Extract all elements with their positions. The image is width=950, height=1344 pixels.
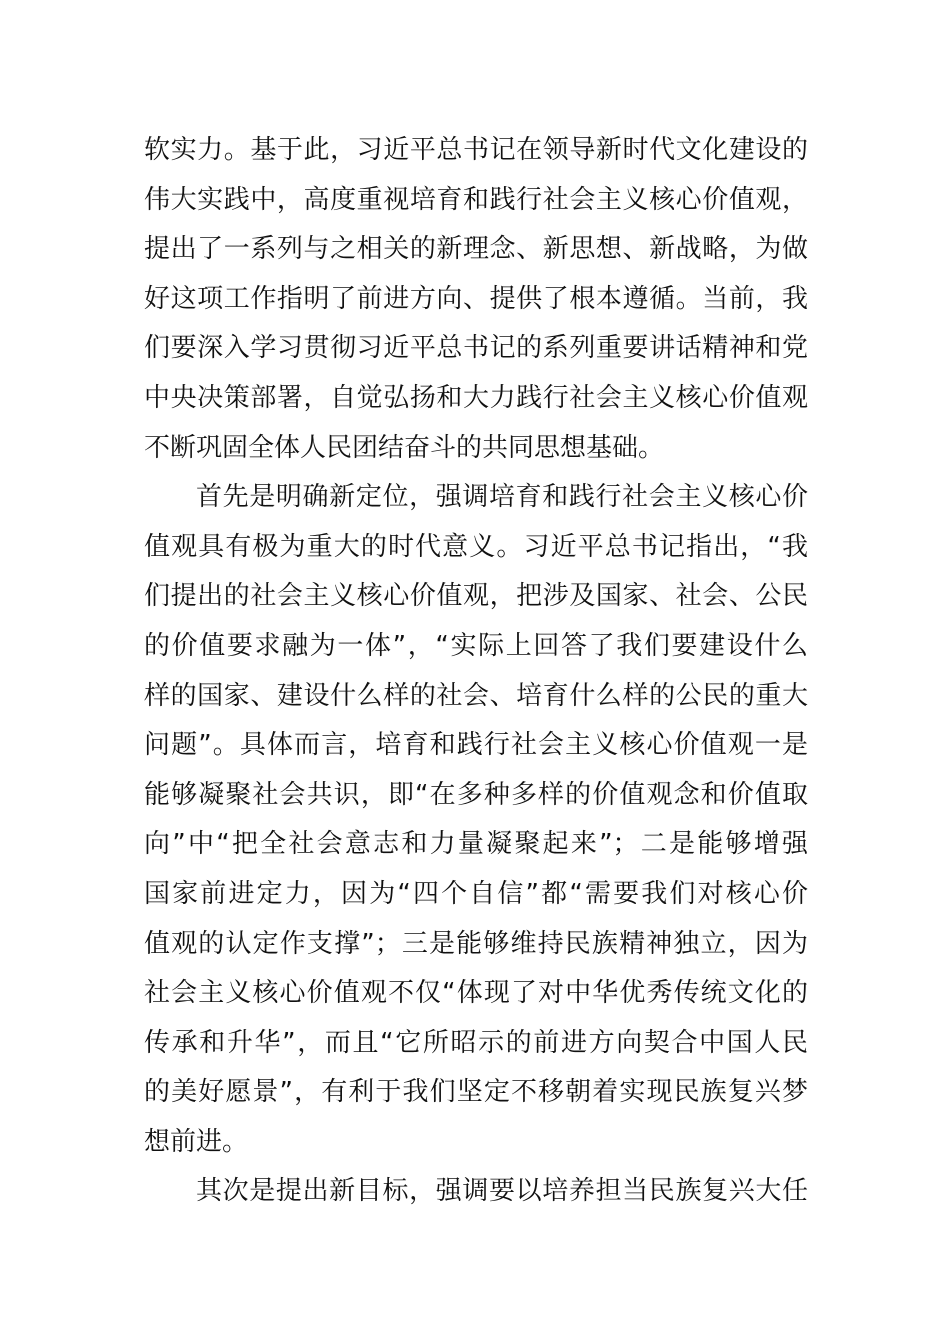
paragraph-2 — [144, 473, 808, 1167]
text-line: 伟大实践中，高度重视培育和践行社会主义核心价值观， — [144, 184, 808, 215]
paragraph-1 — [144, 126, 808, 473]
text-line: 能够凝聚社会共识，即“在多种多样的价值观念和价值取 — [144, 779, 808, 810]
text-line: 的价值要求融为一体”，“实际上回答了我们要建设什么 — [144, 630, 808, 661]
text-line: 向”中“把全社会意志和力量凝聚起来”；二是能够增强 — [144, 829, 808, 860]
text-line: 国家前进定力，因为“四个自信”都“需要我们对核心价 — [144, 878, 808, 909]
text-line: 提出了一系列与之相关的新理念、新思想、新战略，为做 — [144, 234, 808, 265]
text-line: 们要深入学习贯彻习近平总书记的系列重要讲话精神和党 — [144, 333, 808, 364]
text-line: 值观具有极为重大的时代意义。习近平总书记指出，“我 — [144, 531, 808, 562]
text-line: 软实力。基于此，习近平总书记在领导新时代文化建设的 — [144, 135, 808, 165]
text-line: 样的国家、建设什么样的社会、培育什么样的公民的重大 — [144, 680, 808, 711]
document-body — [144, 126, 808, 1217]
text-line: 首先是明确新定位，强调培育和践行社会主义核心价 — [196, 482, 808, 513]
text-line: 的美好愿景”，有利于我们坚定不移朝着实现民族复兴梦 — [144, 1077, 808, 1108]
text-line: 不断巩固全体人民团结奋斗的共同思想基础。 — [144, 432, 665, 463]
text-line: 其次是提出新目标，强调要以培养担当民族复兴大任 — [196, 1176, 808, 1207]
text-line: 好这项工作指明了前进方向、提供了根本遵循。当前，我 — [144, 283, 808, 314]
paragraph-3 — [144, 1167, 808, 1217]
text-line: 问题”。具体而言，培育和践行社会主义核心价值观一是 — [144, 730, 808, 761]
text-line: 传承和升华”，而且“它所昭示的前进方向契合中国人民 — [144, 1027, 808, 1058]
text-line: 们提出的社会主义核心价值观，把涉及国家、社会、公民 — [144, 581, 808, 612]
text-line: 想前进。 — [144, 1126, 249, 1157]
text-line: 社会主义核心价值观不仅“体现了对中华优秀传统文化的 — [144, 978, 808, 1009]
text-line: 中央决策部署，自觉弘扬和大力践行社会主义核心价值观 — [144, 382, 808, 413]
text-line: 值观的认定作支撑”；三是能够维持民族精神独立，因为 — [144, 928, 808, 959]
